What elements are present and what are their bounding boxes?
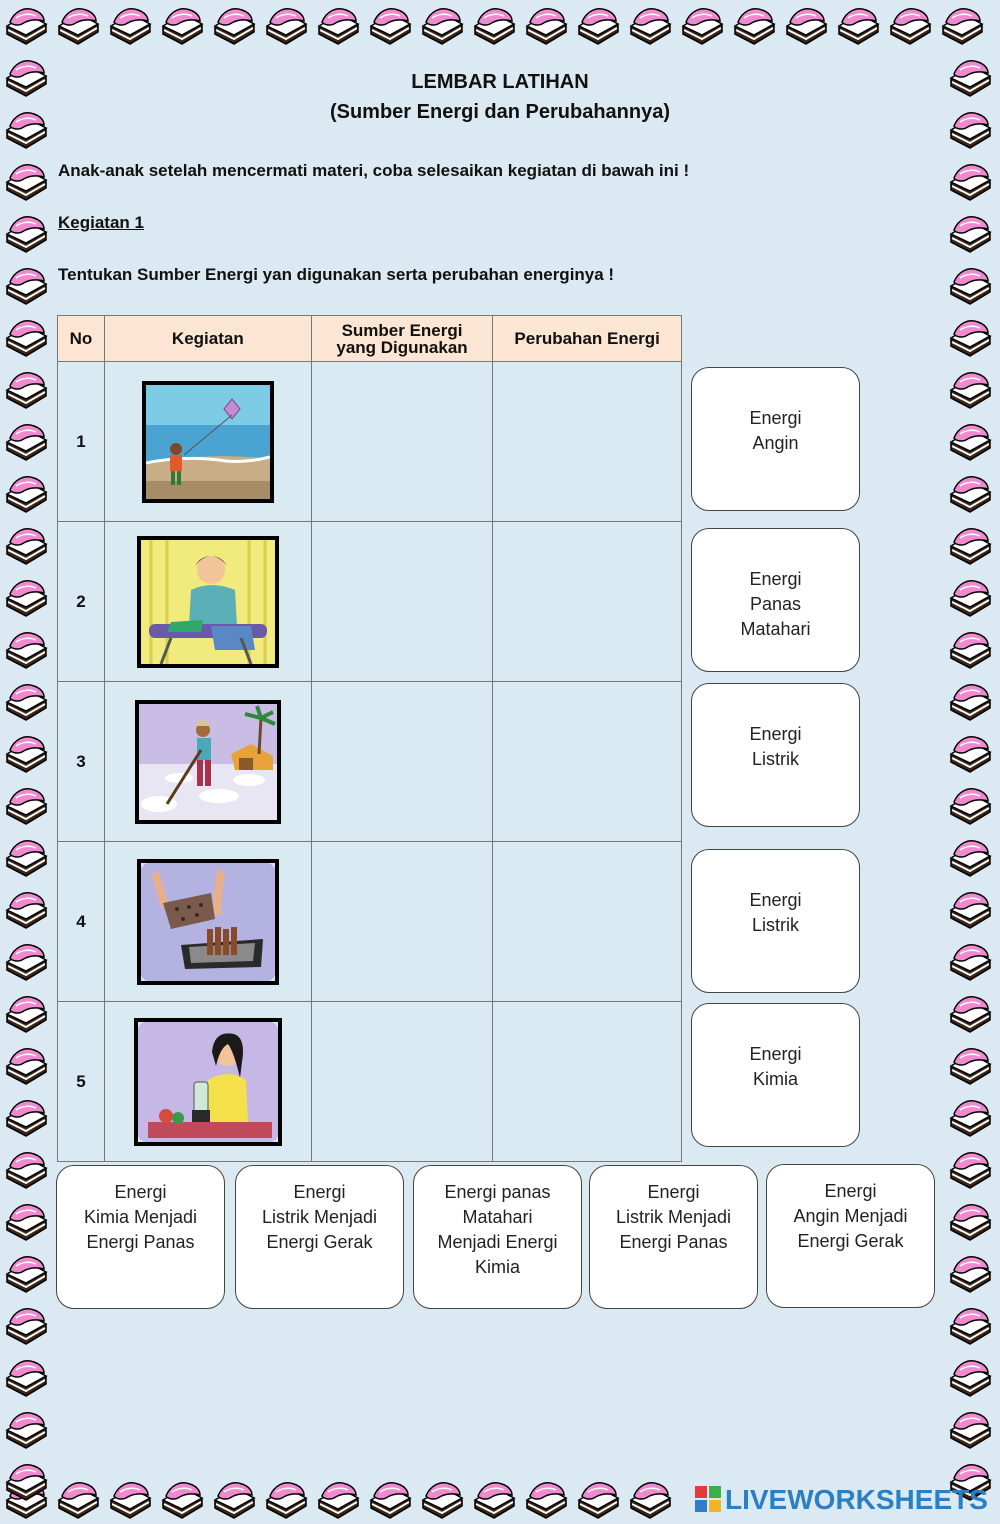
card-text-line: Angin Menjadi bbox=[793, 1206, 908, 1226]
cake-icon bbox=[522, 1474, 570, 1522]
cake-icon bbox=[626, 0, 674, 48]
cake-icon bbox=[470, 1474, 518, 1522]
card-text-line: Energi bbox=[293, 1182, 346, 1202]
woman-ironing-image bbox=[137, 536, 279, 668]
cake-icon bbox=[626, 1474, 674, 1522]
cake-icon bbox=[946, 988, 994, 1036]
answer-card-energi-kimia[interactable] bbox=[691, 1003, 860, 1147]
cake-icon bbox=[262, 0, 310, 48]
grilling-satay-image bbox=[137, 859, 279, 985]
header-sumber-line2: yang Digunakan bbox=[336, 337, 468, 357]
cake-icon bbox=[946, 260, 994, 308]
cake-icon bbox=[2, 208, 50, 256]
answer-drop-perubahan-1[interactable] bbox=[493, 362, 682, 522]
cake-icon bbox=[2, 832, 50, 880]
page-title: LEMBAR LATIHAN bbox=[411, 71, 589, 93]
cake-icon bbox=[782, 0, 830, 48]
cake-icon bbox=[2, 676, 50, 724]
cake-icon bbox=[262, 1474, 310, 1522]
card-text-line: Kimia bbox=[474, 1257, 520, 1277]
cake-icon bbox=[2, 780, 50, 828]
cake-icon bbox=[946, 780, 994, 828]
cake-icon bbox=[574, 1474, 622, 1522]
cake-icon bbox=[886, 0, 934, 48]
cake-icon bbox=[946, 728, 994, 776]
cake-icon bbox=[106, 0, 154, 48]
card-text-line: Angin bbox=[752, 433, 799, 453]
cake-icon bbox=[418, 1474, 466, 1522]
cake-icon bbox=[946, 832, 994, 880]
woman-blender-image bbox=[134, 1018, 282, 1146]
cake-icon bbox=[946, 468, 994, 516]
cake-icon bbox=[2, 936, 50, 984]
activity-image-cell bbox=[104, 362, 311, 522]
cake-icon bbox=[946, 1092, 994, 1140]
answer-drop-sumber-2[interactable] bbox=[311, 522, 493, 682]
answer-drop-sumber-3[interactable] bbox=[311, 682, 493, 842]
table-row bbox=[58, 1002, 682, 1162]
answer-drop-perubahan-5[interactable] bbox=[493, 1002, 682, 1162]
cake-icon bbox=[946, 208, 994, 256]
cake-icon bbox=[2, 988, 50, 1036]
salt-farmer-image bbox=[135, 700, 281, 824]
cake-icon bbox=[2, 572, 50, 620]
answer-card-listrik-panas[interactable] bbox=[589, 1165, 758, 1309]
header-no: No bbox=[58, 316, 105, 362]
cake-icon bbox=[2, 728, 50, 776]
header-kegiatan: Kegiatan bbox=[104, 316, 311, 362]
card-text-line: Energi bbox=[749, 408, 802, 428]
card-text-line: Listrik bbox=[751, 749, 799, 769]
activity-image-cell bbox=[104, 682, 311, 842]
instruction-text: Anak-anak setelah mencermati materi, coba selesaikan kegiatan di bawah ini ! bbox=[58, 161, 690, 180]
card-text-line: Energi bbox=[749, 890, 802, 910]
card-text-line: Listrik Menjadi bbox=[261, 1207, 378, 1227]
cake-icon bbox=[946, 1404, 994, 1452]
answer-drop-sumber-1[interactable] bbox=[311, 362, 493, 522]
activity-image-cell bbox=[104, 522, 311, 682]
table-row bbox=[58, 522, 682, 682]
card-text-line: Energi bbox=[749, 1044, 802, 1064]
row-number: 5 bbox=[58, 1002, 105, 1162]
table-row bbox=[58, 362, 682, 522]
cake-icon bbox=[574, 0, 622, 48]
header-sumber-line1: Sumber Energi bbox=[341, 320, 463, 340]
header-perubahan: Perubahan Energi bbox=[493, 316, 682, 362]
card-text-line: Matahari bbox=[740, 619, 811, 639]
cake-icon bbox=[946, 364, 994, 412]
cake-icon bbox=[946, 936, 994, 984]
card-text-line: Energi panas bbox=[444, 1182, 551, 1202]
activity-image-cell bbox=[104, 842, 311, 1002]
cake-icon bbox=[2, 416, 50, 464]
card-text-line: Menjadi Energi bbox=[437, 1232, 558, 1252]
table-header-row bbox=[58, 316, 682, 362]
cake-border-right bbox=[946, 52, 994, 1504]
cake-icon bbox=[2, 624, 50, 672]
answer-card-angin-gerak[interactable] bbox=[766, 1164, 935, 1308]
cake-icon bbox=[2, 1248, 50, 1296]
cake-icon bbox=[834, 0, 882, 48]
cake-icon bbox=[946, 1248, 994, 1296]
card-text-line: Energi Panas bbox=[619, 1232, 728, 1252]
card-text-line: Kimia Menjadi bbox=[83, 1207, 198, 1227]
cake-icon bbox=[946, 884, 994, 932]
cake-icon bbox=[2, 1404, 50, 1452]
answer-card-energi-panas-matahari[interactable] bbox=[691, 528, 860, 672]
cake-border-left bbox=[2, 52, 50, 1504]
answer-drop-perubahan-2[interactable] bbox=[493, 522, 682, 682]
cake-icon bbox=[418, 0, 466, 48]
answer-drop-perubahan-3[interactable] bbox=[493, 682, 682, 842]
row-number: 2 bbox=[58, 522, 105, 682]
cake-icon bbox=[678, 0, 726, 48]
answer-drop-sumber-5[interactable] bbox=[311, 1002, 493, 1162]
cake-icon bbox=[946, 1352, 994, 1400]
cake-icon bbox=[2, 1040, 50, 1088]
card-text-line: Panas bbox=[749, 594, 802, 614]
cake-icon bbox=[946, 416, 994, 464]
task-text: Tentukan Sumber Energi yan digunakan serta perubahan energinya ! bbox=[58, 265, 615, 284]
card-text-line: Kimia bbox=[752, 1069, 798, 1089]
activity-table bbox=[57, 315, 682, 1162]
card-text-line: Energi bbox=[749, 569, 802, 589]
cake-icon bbox=[946, 1144, 994, 1192]
watermark-text: LIVEWORKSHEETS bbox=[725, 1484, 988, 1515]
answer-card-energi-angin[interactable] bbox=[691, 367, 860, 511]
cake-icon bbox=[946, 676, 994, 724]
card-text-line: Energi bbox=[824, 1181, 877, 1201]
card-text-line: Listrik bbox=[751, 915, 799, 935]
cake-icon bbox=[54, 1474, 102, 1522]
cake-icon bbox=[314, 0, 362, 48]
activity-label: Kegiatan 1 bbox=[58, 213, 144, 232]
cake-icon bbox=[946, 572, 994, 620]
watermark bbox=[695, 1484, 988, 1516]
cake-icon bbox=[2, 884, 50, 932]
cake-icon bbox=[946, 520, 994, 568]
card-text-line: Energi bbox=[647, 1182, 700, 1202]
cake-icon bbox=[946, 156, 994, 204]
cake-icon bbox=[2, 1456, 50, 1504]
cake-icon bbox=[470, 0, 518, 48]
cake-icon bbox=[158, 1474, 206, 1522]
card-text-line: Energi bbox=[114, 1182, 167, 1202]
activity-image-cell bbox=[104, 1002, 311, 1162]
cake-icon bbox=[2, 468, 50, 516]
answer-card-energi-listrik[interactable] bbox=[691, 849, 860, 993]
card-text-line: Energi Panas bbox=[86, 1232, 195, 1252]
row-number: 4 bbox=[58, 842, 105, 1002]
cake-icon bbox=[946, 1040, 994, 1088]
page-subtitle: (Sumber Energi dan Perubahannya) bbox=[329, 101, 671, 123]
cake-icon bbox=[106, 1474, 154, 1522]
cake-icon bbox=[210, 0, 258, 48]
answer-card-listrik-gerak[interactable] bbox=[235, 1165, 404, 1309]
cake-icon bbox=[366, 1474, 414, 1522]
cake-icon bbox=[2, 1352, 50, 1400]
card-text-line: Energi Gerak bbox=[266, 1232, 373, 1252]
cake-icon bbox=[946, 1300, 994, 1348]
cake-icon bbox=[2, 1092, 50, 1140]
table-row bbox=[58, 682, 682, 842]
answer-card-matahari-kimia[interactable] bbox=[413, 1165, 582, 1309]
card-text-line: Listrik Menjadi bbox=[615, 1207, 732, 1227]
row-number: 3 bbox=[58, 682, 105, 842]
cake-icon bbox=[938, 0, 986, 48]
cake-icon bbox=[2, 1300, 50, 1348]
cake-icon bbox=[2, 0, 50, 48]
table-row bbox=[58, 842, 682, 1002]
cake-icon bbox=[2, 1144, 50, 1192]
answer-card-kimia-panas[interactable] bbox=[56, 1165, 225, 1309]
cake-icon bbox=[210, 1474, 258, 1522]
cake-icon bbox=[158, 0, 206, 48]
cake-border-top bbox=[2, 0, 986, 48]
cake-icon bbox=[314, 1474, 362, 1522]
cake-icon bbox=[366, 0, 414, 48]
row-number: 1 bbox=[58, 362, 105, 522]
answer-drop-sumber-4[interactable] bbox=[311, 842, 493, 1002]
answer-card-energi-listrik[interactable] bbox=[691, 683, 860, 827]
cake-icon bbox=[2, 1196, 50, 1244]
answer-drop-perubahan-4[interactable] bbox=[493, 842, 682, 1002]
header-sumber bbox=[311, 316, 493, 362]
cake-icon bbox=[522, 0, 570, 48]
cake-icon bbox=[946, 624, 994, 672]
kite-flying-beach-image bbox=[142, 381, 274, 503]
liveworksheets-logo-icon bbox=[695, 1486, 721, 1512]
cake-icon bbox=[730, 0, 778, 48]
cake-icon bbox=[946, 312, 994, 360]
card-text-line: Matahari bbox=[462, 1207, 533, 1227]
cake-border-bottom bbox=[2, 1474, 674, 1522]
cake-icon bbox=[2, 260, 50, 308]
cake-icon bbox=[2, 520, 50, 568]
cake-icon bbox=[946, 1196, 994, 1244]
card-text-line: Energi bbox=[749, 724, 802, 744]
cake-icon bbox=[2, 312, 50, 360]
card-text-line: Energi Gerak bbox=[797, 1231, 904, 1251]
cake-icon bbox=[2, 156, 50, 204]
cake-icon bbox=[54, 0, 102, 48]
cake-icon bbox=[2, 364, 50, 412]
